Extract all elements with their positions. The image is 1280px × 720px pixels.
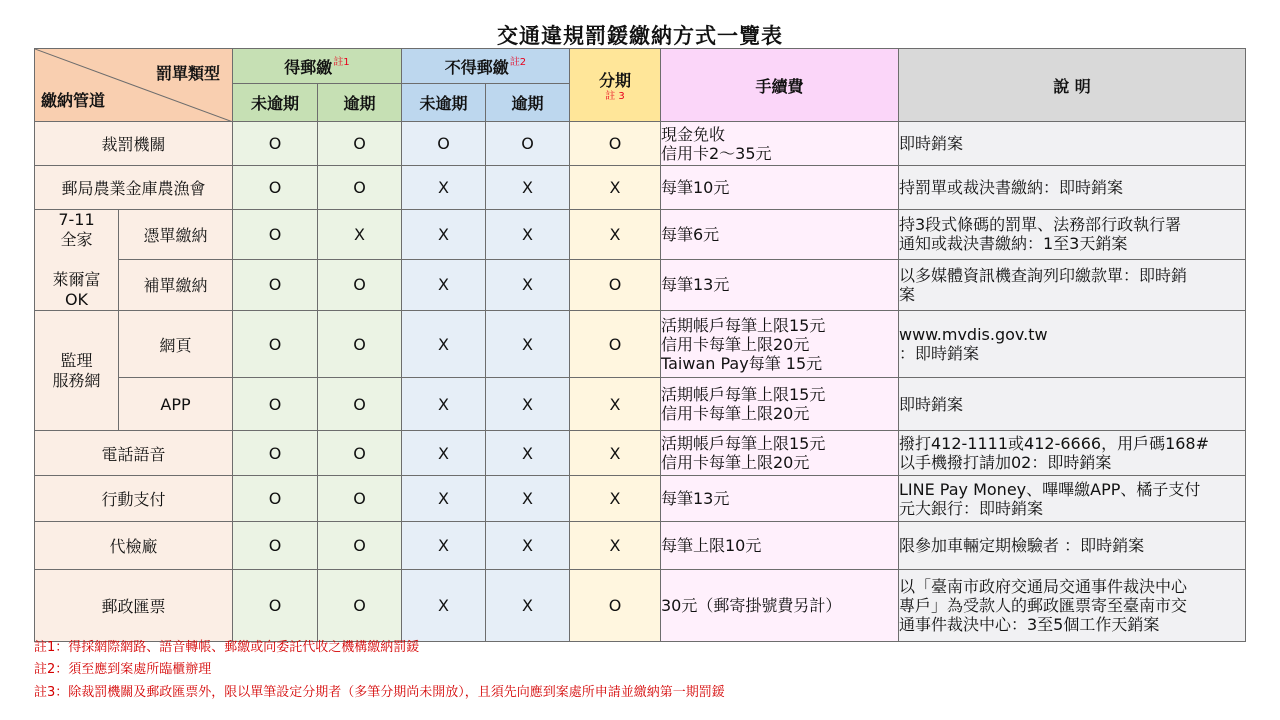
value-cell: O (233, 166, 318, 210)
header-corner (35, 49, 233, 122)
payment-methods-table (34, 48, 1246, 642)
table-row (35, 378, 1246, 431)
value-cell: X (486, 259, 570, 310)
value-cell: X (402, 431, 486, 476)
footnote-3: 註3：除裁罰機關及郵政匯票外，限以單筆設定分期者（多筆分期尚未開放），且須先向應到案處所申請並繳納第一期罰鍰 (34, 685, 725, 700)
fee-cell: 活期帳戶每筆上限15元 信用卡每筆上限20元 (661, 431, 899, 476)
value-cell: X (486, 522, 570, 570)
note-ref-2: 註2 (509, 56, 527, 68)
channel-label: 郵政匯票 (35, 570, 233, 642)
table-row (35, 259, 1246, 310)
table-body (35, 122, 1246, 642)
channel-label: 行動支付 (35, 476, 233, 522)
table-row (35, 210, 1246, 260)
value-cell: X (318, 210, 402, 260)
header-description: 說 明 (899, 49, 1246, 122)
value-cell: O (318, 311, 402, 378)
sub-channel-label: 補單繳納 (119, 259, 233, 310)
mvdis-link: www.mvdis.gov.tw (899, 325, 1048, 344)
header-mail-no-not-overdue: 未逾期 (402, 84, 486, 122)
fee-cell: 每筆13元 (661, 476, 899, 522)
table-row (35, 311, 1246, 378)
corner-label-ticket-type: 罰單類型 (155, 64, 220, 83)
value-cell: X (570, 166, 661, 210)
value-cell: X (570, 476, 661, 522)
note-ref-3: 註 3 (605, 90, 625, 102)
value-cell: O (233, 522, 318, 570)
value-cell: O (570, 122, 661, 166)
description-cell: 以多媒體資訊機查詢列印繳款單：即時銷 案 (899, 259, 1246, 310)
fee-cell: 每筆6元 (661, 210, 899, 260)
channel-label: 代檢廠 (35, 522, 233, 570)
table-row (35, 431, 1246, 476)
value-cell: O (318, 522, 402, 570)
footnote-2: 註2：須至應到案處所臨櫃辦理 (34, 662, 212, 677)
fee-cell: 現金免收 信用卡2～35元 (661, 122, 899, 166)
table-row (35, 570, 1246, 642)
value-cell: X (486, 476, 570, 522)
value-cell: O (318, 476, 402, 522)
footnote-1: 註1：得採網際網路、語音轉帳、郵繳或向委託代收之機構繳納罰鍰 (34, 640, 420, 655)
value-cell: O (318, 122, 402, 166)
description-cell: 持3段式條碼的罰單、法務部行政執行署 通知或裁決書繳納：1至3天銷案 (899, 210, 1246, 260)
value-cell: X (570, 522, 661, 570)
value-cell: O (233, 431, 318, 476)
value-cell: O (233, 476, 318, 522)
value-cell: X (402, 570, 486, 642)
fee-cell: 活期帳戶每筆上限15元 信用卡每筆上限20元 Taiwan Pay每筆 15元 (661, 311, 899, 378)
description-cell: 撥打412-1111或412-6666，用戶碼168# 以手機撥打請加02：即時銷案 (899, 431, 1246, 476)
value-cell: O (570, 259, 661, 310)
value-cell: X (402, 476, 486, 522)
value-cell: X (402, 378, 486, 431)
value-cell: O (233, 378, 318, 431)
note-ref-1: 註1 (333, 56, 350, 68)
value-cell: X (402, 522, 486, 570)
value-cell: O (570, 311, 661, 378)
header-fee: 手續費 (661, 49, 899, 122)
value-cell: X (402, 311, 486, 378)
value-cell: X (486, 166, 570, 210)
channel-label: 郵局農業金庫農漁會 (35, 166, 233, 210)
description-cell: 即時銷案 (899, 378, 1246, 431)
table-row (35, 522, 1246, 570)
value-cell: O (318, 166, 402, 210)
value-cell: O (233, 570, 318, 642)
value-cell: X (486, 311, 570, 378)
sub-channel-label: 憑單繳納 (119, 210, 233, 260)
header-mail-not-ok: 不得郵繳$^{註2}$ (402, 49, 570, 84)
table-row (35, 122, 1246, 166)
header-mail-ok-overdue: 逾期 (318, 84, 402, 122)
value-cell: O (570, 570, 661, 642)
description-cell: 以「臺南市政府交通局交通事件裁決中心 專戶」為受款人的郵政匯票寄至臺南市交 通事件裁決中心：3至5個工作天銷案 (899, 570, 1246, 642)
description-cell: 持罰單或裁決書繳納：即時銷案 (899, 166, 1246, 210)
value-cell: X (570, 378, 661, 431)
fee-cell: 每筆上限10元 (661, 522, 899, 570)
value-cell: X (570, 431, 661, 476)
value-cell: O (318, 378, 402, 431)
value-cell: O (233, 122, 318, 166)
value-cell: O (318, 570, 402, 642)
value-cell: X (486, 431, 570, 476)
value-cell: X (570, 210, 661, 260)
header-mail-no-overdue: 逾期 (486, 84, 570, 122)
channel-label: 電話語音 (35, 431, 233, 476)
fee-cell: 30元（郵寄掛號費另計） (661, 570, 899, 642)
value-cell: O (233, 210, 318, 260)
fee-cell: 每筆10元 (661, 166, 899, 210)
header-mail-ok-not-overdue: 未逾期 (233, 84, 318, 122)
fee-cell: 活期帳戶每筆上限15元 信用卡每筆上限20元 (661, 378, 899, 431)
value-cell: O (233, 259, 318, 310)
value-cell: O (233, 311, 318, 378)
value-cell: X (486, 210, 570, 260)
value-cell: X (486, 378, 570, 431)
description-cell: 即時銷案 (899, 122, 1246, 166)
value-cell: X (486, 570, 570, 642)
channel-group-convenience-stores: 7-11 全家 萊爾富 OK (35, 210, 119, 311)
header-mail-ok: 得郵繳$^{註1}$ (233, 49, 402, 84)
description-cell: 限參加車輛定期檢驗者 ：即時銷案 (899, 522, 1246, 570)
value-cell: O (486, 122, 570, 166)
value-cell: X (402, 166, 486, 210)
corner-label-channel: 繳納管道 (41, 91, 106, 110)
value-cell: X (402, 210, 486, 260)
sub-channel-label: APP (119, 378, 233, 431)
fee-cell: 每筆13元 (661, 259, 899, 310)
value-cell: O (318, 431, 402, 476)
channel-label: 裁罰機關 (35, 122, 233, 166)
page-title: 交通違規罰鍰繳納方式一覽表 (497, 24, 783, 48)
channel-group-mvdis: 監理 服務網 (35, 311, 119, 431)
value-cell: O (402, 122, 486, 166)
value-cell: O (318, 259, 402, 310)
description-cell: www.mvdis.gov.tw ：即時銷案 (899, 311, 1246, 378)
sub-channel-label: 網頁 (119, 311, 233, 378)
header-installment: 分期 註 3 (570, 49, 661, 122)
table-row (35, 476, 1246, 522)
description-cell: LINE Pay Money、嗶嗶繳APP、橘子支付 元大銀行：即時銷案 (899, 476, 1246, 522)
value-cell: X (402, 259, 486, 310)
table-row (35, 166, 1246, 210)
